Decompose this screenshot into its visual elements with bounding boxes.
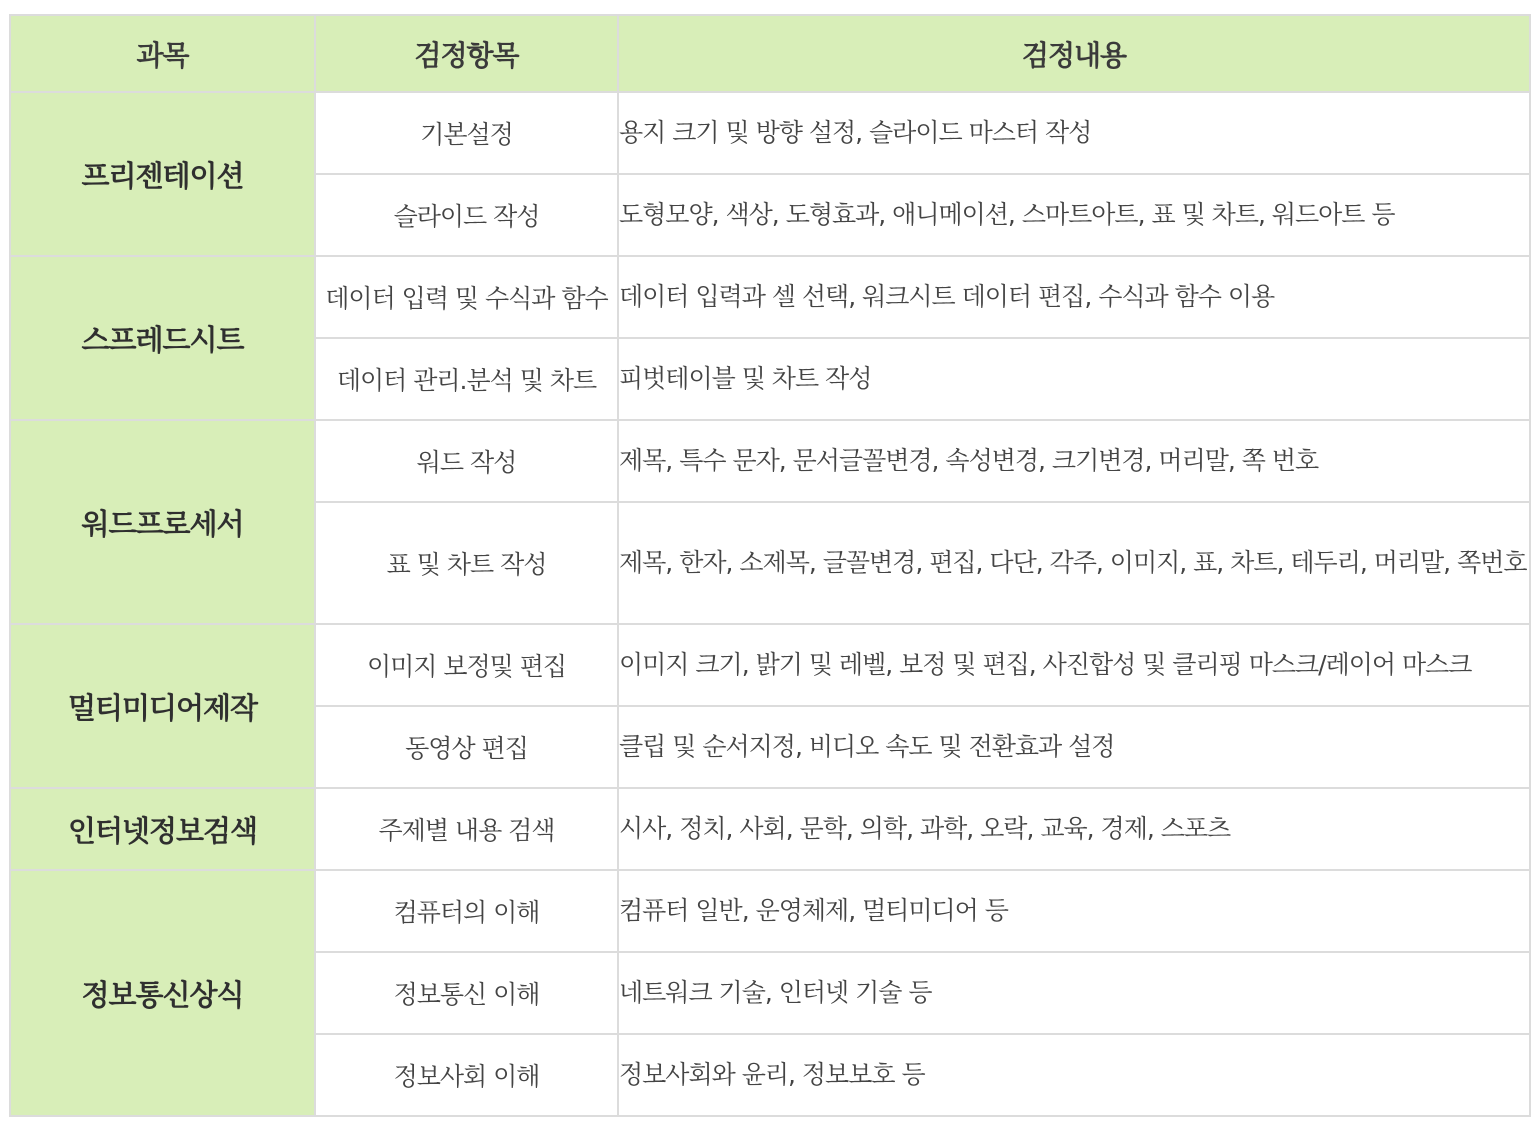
- subject-cell: 워드프로세서: [10, 420, 315, 624]
- content-cell: 시사, 정치, 사회, 문학, 의학, 과학, 오락, 교육, 경제, 스포츠: [618, 788, 1530, 870]
- subject-cell: 프리젠테이션: [10, 92, 315, 256]
- exam-table-container: [9, 14, 1529, 1117]
- table-row: [10, 92, 1530, 174]
- table-row: [10, 420, 1530, 502]
- content-cell: 데이터 입력과 셀 선택, 워크시트 데이터 편집, 수식과 함수 이용: [618, 256, 1530, 338]
- content-cell: 피벗테이블 및 차트 작성: [618, 338, 1530, 420]
- subject-cell: 정보통신상식: [10, 870, 315, 1116]
- content-cell: 정보사회와 윤리, 정보보호 등: [618, 1034, 1530, 1116]
- content-cell: 용지 크기 및 방향 설정, 슬라이드 마스터 작성: [618, 92, 1530, 174]
- item-cell: 이미지 보정및 편집: [315, 624, 618, 706]
- item-cell: 표 및 차트 작성: [315, 502, 618, 624]
- table-row: [10, 788, 1530, 870]
- item-cell: 주제별 내용 검색: [315, 788, 618, 870]
- item-cell: 워드 작성: [315, 420, 618, 502]
- subject-cell: 멀티미디어제작: [10, 624, 315, 788]
- content-cell: 이미지 크기, 밝기 및 레벨, 보정 및 편집, 사진합성 및 클리핑 마스크/레이어 마스크: [618, 624, 1530, 706]
- exam-criteria-table: [9, 14, 1531, 1117]
- item-cell: 정보사회 이해: [315, 1034, 618, 1116]
- content-cell: 제목, 한자, 소제목, 글꼴변경, 편집, 다단, 각주, 이미지, 표, 차트, 테두리, 머리말, 쪽번호: [618, 502, 1530, 624]
- content-cell: 클립 및 순서지정, 비디오 속도 및 전환효과 설정: [618, 706, 1530, 788]
- item-cell: 동영상 편집: [315, 706, 618, 788]
- item-cell: 정보통신 이해: [315, 952, 618, 1034]
- header-subject: 과목: [10, 15, 315, 92]
- content-cell: 네트워크 기술, 인터넷 기술 등: [618, 952, 1530, 1034]
- item-cell: 기본설정: [315, 92, 618, 174]
- item-cell: 슬라이드 작성: [315, 174, 618, 256]
- content-cell: 컴퓨터 일반, 운영체제, 멀티미디어 등: [618, 870, 1530, 952]
- content-cell: 제목, 특수 문자, 문서글꼴변경, 속성변경, 크기변경, 머리말, 쪽 번호: [618, 420, 1530, 502]
- item-cell: 데이터 관리.분석 및 차트: [315, 338, 618, 420]
- header-content: 검정내용: [618, 15, 1530, 92]
- table-row: [10, 870, 1530, 952]
- item-cell: 데이터 입력 및 수식과 함수: [315, 256, 618, 338]
- item-cell: 컴퓨터의 이해: [315, 870, 618, 952]
- table-row: [10, 256, 1530, 338]
- subject-cell: 스프레드시트: [10, 256, 315, 420]
- content-cell: 도형모양, 색상, 도형효과, 애니메이션, 스마트아트, 표 및 차트, 워드아트 등: [618, 174, 1530, 256]
- subject-cell: 인터넷정보검색: [10, 788, 315, 870]
- table-header-row: [10, 15, 1530, 92]
- table-row: [10, 624, 1530, 706]
- header-item: 검정항목: [315, 15, 618, 92]
